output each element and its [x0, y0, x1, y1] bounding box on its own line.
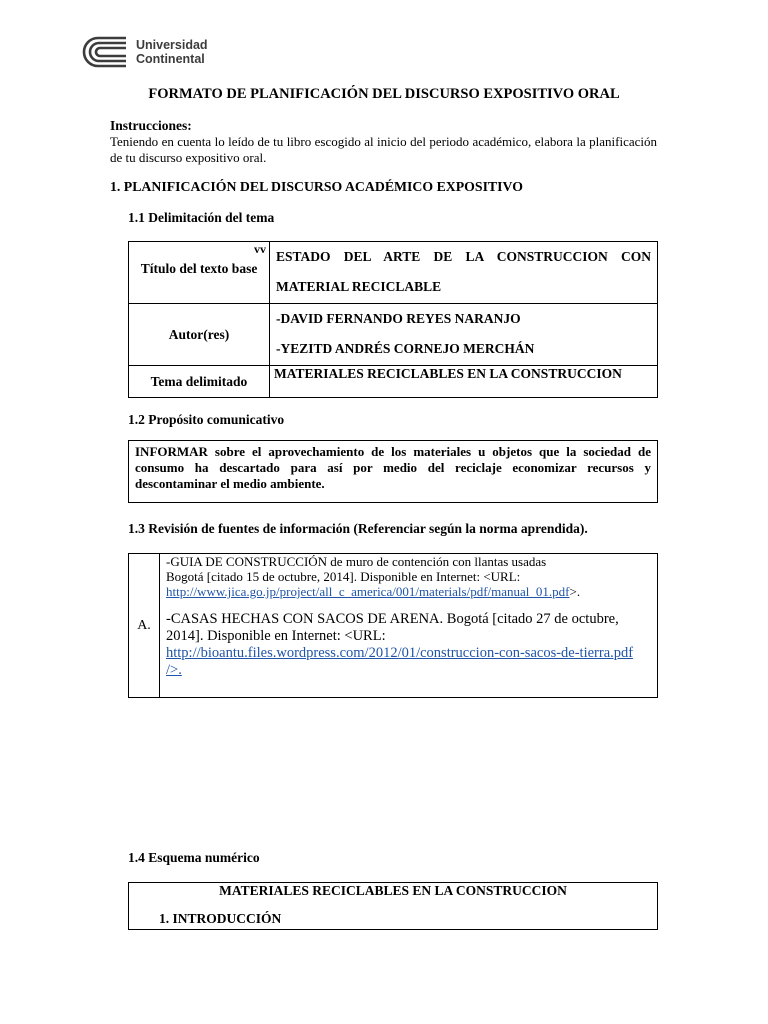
- title-value: ESTADO DEL ARTE DE LA CONSTRUCCION CON MATERIAL RECICLABLE: [270, 242, 658, 304]
- logo-line-2: Continental: [136, 52, 205, 66]
- university-logo-mark-icon: [80, 34, 128, 70]
- subsection-1-3-heading: 1.3 Revisión de fuentes de información (Referenciar según la norma aprendida).: [128, 521, 588, 536]
- purpose-box: INFORMAR sobre el aprovechamiento de los materiales u objetos que la sociedad de consumo ha descartado para así por medio del reciclaje economizar recursos y descontaminar el medio ambiente.: [128, 440, 658, 503]
- table-row: [129, 242, 658, 304]
- scheme-item-1: 1. INTRODUCCIÓN: [159, 911, 282, 926]
- university-name: [136, 38, 208, 66]
- reference-1-end: >.: [569, 584, 581, 599]
- theme-value: MATERIALES RECICLABLES EN LA CONSTRUCCION: [270, 366, 658, 398]
- source-letter: A.: [129, 554, 160, 698]
- table-row: [129, 366, 658, 398]
- instructions-heading: Instrucciones:: [110, 118, 192, 133]
- subsection-1-1-heading: 1.1 Delimitación del tema: [128, 210, 275, 225]
- subsection-1-4-heading: 1.4 Esquema numérico: [128, 850, 260, 865]
- author-cell: [270, 304, 658, 366]
- reference-2-citation: -CASAS HECHAS CON SACOS DE ARENA. Bogotá [citado 27 de octubre, 2014]. Disponible en Internet: <URL:: [166, 611, 619, 644]
- table-row: [129, 304, 658, 366]
- reference-2-link[interactable]: http://bioantu.files.wordpress.com/2012/01/construccion-con-sacos-de-tierra.pdf />.: [166, 645, 634, 678]
- reference-2: [166, 611, 651, 679]
- sources-table: [128, 553, 658, 698]
- table-row: [129, 554, 658, 698]
- author-2: -YEZITD ANDRÉS CORNEJO MERCHÁN: [276, 341, 535, 356]
- subsection-1-2-heading: 1.2 Propósito comunicativo: [128, 412, 285, 427]
- reference-1-citation: Bogotá [citado 15 de octubre, 2014]. Disponible en Internet: <URL:: [166, 569, 521, 584]
- reference-1-link[interactable]: http://www.jica.go.jp/project/all_c_america/001/materials/pdf/manual_01.pdf: [166, 584, 570, 599]
- reference-1: [166, 554, 651, 599]
- title-marker: vv: [254, 242, 266, 256]
- topic-delimitation-table: [128, 241, 658, 398]
- university-logo: [80, 34, 208, 70]
- author-label: Autor(res): [129, 304, 270, 366]
- title-label: Título del texto base: [140, 261, 258, 276]
- theme-label: Tema delimitado: [129, 366, 270, 398]
- document-title: FORMATO DE PLANIFICACIÓN DEL DISCURSO EXPOSITIVO ORAL: [148, 86, 620, 102]
- logo-line-1: Universidad: [136, 38, 208, 52]
- title-label-cell: [129, 242, 270, 304]
- author-1: -DAVID FERNANDO REYES NARANJO: [276, 311, 521, 326]
- reference-1-title: -GUIA DE CONSTRUCCIÓN de muro de contención con llantas usadas: [166, 554, 547, 569]
- sources-cell: [160, 554, 658, 698]
- instructions-text: Teniendo en cuenta lo leído de tu libro escogido al inicio del periodo académico, elabora la planificación de tu discurso expositivo oral.: [110, 134, 657, 165]
- numeric-scheme-box: [128, 882, 658, 930]
- section-1-heading: 1. PLANIFICACIÓN DEL DISCURSO ACADÉMICO EXPOSITIVO: [110, 179, 523, 194]
- scheme-title: MATERIALES RECICLABLES EN LA CONSTRUCCION: [219, 883, 567, 898]
